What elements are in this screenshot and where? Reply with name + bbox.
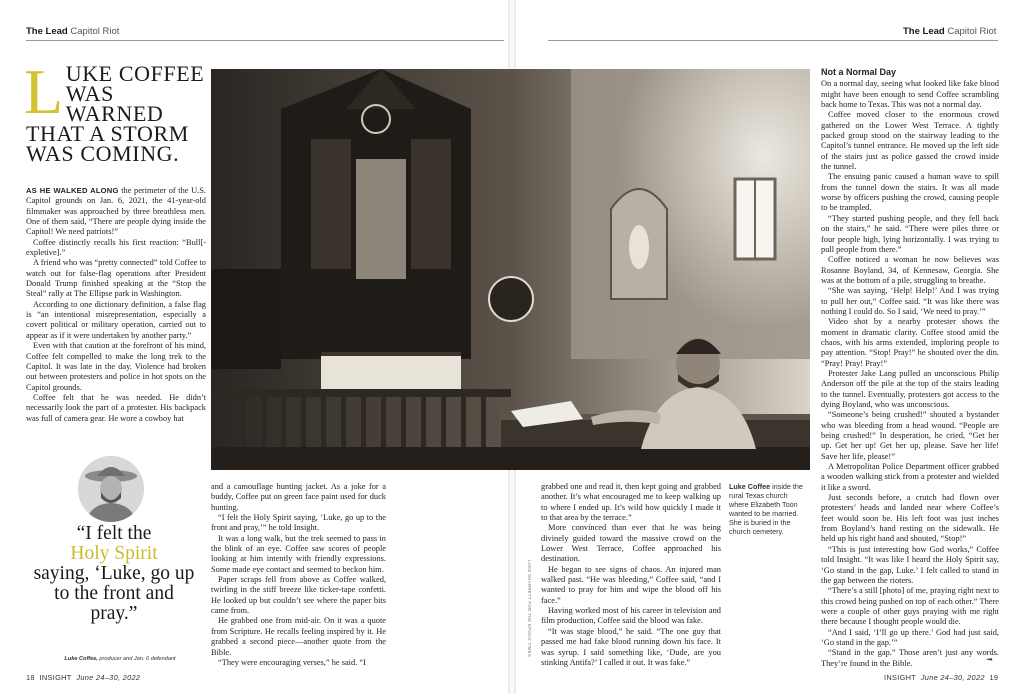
paragraph: “There’s a still [photo] of me, praying right next to this crowd being pushed on top of each other.” There were a couple of other guys praying with me right there because I thought people would die. bbox=[821, 586, 999, 627]
paragraph: Just seconds before, a crutch had flown over protesters’ heads and landed near where Coffee’s feet would soon be. His left foot was just inches from Boyland’s hand resting on the sidewalk. He held up his right hand and shouted, “Stop!” bbox=[821, 493, 999, 544]
article-column-2 bbox=[211, 482, 386, 668]
church-interior-illustration bbox=[211, 69, 810, 470]
page-number: 19 bbox=[989, 673, 999, 682]
folio-left bbox=[26, 673, 140, 682]
paragraph: According to one dictionary definition, a false flag is “an intentional misrepresentation, especially a covert political or military operation, carried out to appear as if it were undertaken by another party.” bbox=[26, 299, 206, 340]
headline-text: UKE COFFEE WAS WARNED THAT A STORM WAS COMING. bbox=[26, 61, 205, 166]
portrait-illustration bbox=[78, 456, 144, 522]
header-rule-left bbox=[26, 40, 504, 41]
attrib-role: producer and Jan. 6 defendant bbox=[97, 656, 176, 662]
issue-date: June 24–30, 2022 bbox=[920, 673, 985, 682]
photo-credit: LUKE SHARRETT FOR THE EPOCH TIMES bbox=[527, 560, 532, 658]
header-section: The Lead bbox=[903, 26, 945, 37]
article-column-3 bbox=[541, 482, 721, 668]
quote-line: saying, ‘Luke, go up to the front and pray.” bbox=[33, 563, 195, 624]
paragraph: More convinced than ever that he was being divinely guided toward the massive crowd on the Lower West Terrace, Coffee approached his destination. bbox=[541, 523, 721, 564]
paragraph: “Stand in the gap.” Those aren’t just any words. They’re found in the Bible. bbox=[821, 648, 999, 668]
quote-highlight: Holy Spirit bbox=[70, 543, 158, 564]
paragraph: “This is just interesting how God works,” Coffee told Insight. “It was like I heard the Holy Spirit say, ‘Go stand in the gap, Luke.’ I felt called to stand in the gap between the rioters. bbox=[821, 544, 999, 585]
pullquote-avatar bbox=[78, 456, 144, 522]
lead-in: AS HE WALKED ALONG bbox=[26, 186, 119, 195]
paragraph: Video shot by a nearby protester shows the moment in dramatic clarity. Coffee stood amid the chaos, with his arms extended, imploring people to pay attention. “Stop! Pray!” he shouted over the din. “Pray! Pray! Pray!” bbox=[821, 317, 999, 368]
paragraph: The ensuing panic caused a human wave to spill from the tunnel down the stairs. It was all made worse by officers pushing the crowd, causing people to be trampled. bbox=[821, 172, 999, 213]
quote-line: “I felt the bbox=[76, 523, 152, 544]
running-header-right bbox=[903, 26, 996, 37]
paragraph: “And I said, ‘I’ll go up there.’ God had just said, ‘Go stand in the gap.’” bbox=[821, 627, 999, 647]
paragraph: On a normal day, seeing what looked like fake blood might have been enough to send Coffee scrambling back home to Texas. This was not a normal day. bbox=[821, 79, 999, 110]
paragraph: He began to see signs of chaos. An injured man walked past. “He was bleeding,” Coffee said, “and I wanted to pray for him and wipe the blood off his face.” bbox=[541, 564, 721, 605]
continued-arrow-icon: ➟ bbox=[986, 655, 993, 664]
paragraph: “I felt the Holy Spirit saying, ‘Luke, go up to the front and pray,’” he told Insight. bbox=[211, 513, 386, 533]
issue-date: June 24–30, 2022 bbox=[76, 673, 141, 682]
pull-quote bbox=[30, 524, 198, 624]
paragraph: “It was stage blood,” he said. “The one guy that passed me had fake blood running down his face. It was syrup. I said something like, ‘Dude, are you stinking Antifa?’ I called it out. It was fake.” bbox=[541, 626, 721, 667]
paragraph: “She was saying, ‘Help! Help!’ And I was trying to pull her out,” Coffee said. “It was like there was nothing I could do. So I said, ‘We need to pray.’” bbox=[821, 286, 999, 316]
article-column-1 bbox=[26, 186, 206, 424]
lead-rest: the perimeter of the U.S. Capitol grounds on Jan. 6, 2021, the 41-year-old filmmaker was approached by three breathless men. One of them said, “There are people dying inside the Capitol! We need patriots!” bbox=[26, 186, 207, 237]
headline bbox=[24, 56, 208, 166]
paragraph: Having worked most of his career in television and film production, Coffee said the blood was fake. bbox=[541, 606, 721, 626]
header-section: The Lead bbox=[26, 26, 68, 37]
magazine-name: INSIGHT bbox=[884, 673, 917, 682]
paragraph: A friend who was “pretty connected” told Coffee to watch out for false-flag operations after President Donald Trump finished speaking at the “Stop the Steal” rally at The Ellipse park in Washington. bbox=[26, 258, 206, 299]
paragraph: Coffee distinctly recalls his first reaction: “Bull[-expletive].” bbox=[26, 237, 206, 258]
paragraph: Coffee felt that he was needed. He didn’t necessarily look the part of a protester. His backpack was full of camera gear. He wore a cowboy hat bbox=[26, 392, 206, 423]
opening-paragraph bbox=[26, 186, 206, 238]
paragraph: Coffee noticed a woman he now believes was Rosanne Boyland, 34, of Kennesaw, Georgia. She was at the bottom of a pile, struggling to breathe. bbox=[821, 255, 999, 285]
attrib-name: Luke Coffee, bbox=[64, 656, 98, 662]
paragraph: Protester Jake Lang pulled an unconscious Philip Anderson off the pile at the top of the stairs leading to the tunnel. Eventually, protesters got access to the dying Boyland, who was unconscious. bbox=[821, 368, 999, 409]
magazine-name: INSIGHT bbox=[39, 673, 72, 682]
header-topic: Capitol Riot bbox=[70, 26, 120, 37]
paragraph: Coffee moved closer to the enormous crowd gathered on the Lower West Terrace. A tightly packed group stood on the stairway leading to the Capitol’s tunnel entrance. He moved up the left side of the stairs just as police gassed the crowd inside the tunnel. bbox=[821, 110, 999, 172]
paragraph: grabbed one and read it, then kept going and grabbed another. It’s what encouraged me to keep walking up to where I ended up. It’s wild how quickly I made it to that area by the terrace.” bbox=[541, 482, 721, 523]
running-header-left bbox=[26, 26, 119, 37]
church-photo bbox=[211, 69, 810, 470]
paragraph: He grabbed one from mid-air. On it was a quote from Scripture. He recalls feeling inspired by it. He grabbed a second piece—another quote from the Bible. bbox=[211, 616, 386, 657]
paragraph: It was a long walk, but the trek seemed to pass in the blink of an eye. Coffee saw scores of people looking at him intently with friendly expressions. Some made eye contact and seemed to beckon him. bbox=[211, 533, 386, 574]
header-topic: Capitol Riot bbox=[947, 26, 997, 37]
section-subhead: Not a Normal Day bbox=[821, 67, 897, 77]
header-rule-right bbox=[548, 40, 998, 41]
folio-right bbox=[884, 673, 998, 682]
pullquote-attribution bbox=[40, 656, 200, 662]
page-number: 18 bbox=[26, 673, 35, 682]
caption-name: Luke Coffee bbox=[729, 482, 771, 491]
article-column-4 bbox=[821, 67, 999, 669]
headline-dropcap: L bbox=[24, 56, 64, 127]
paragraph: “They started pushing people, and they fell back on the stairs,” he said. “There were piles three or four people high, lying horizontally. I was trying to pull people from there.” bbox=[821, 213, 999, 254]
paragraph: “They were encouraging verses,” he said. “I bbox=[218, 657, 366, 667]
photo-caption bbox=[729, 482, 803, 536]
paragraph: Paper scraps fell from above as Coffee walked, twirling in the stiff breeze like ticker-tape confetti. He looked up but couldn’t see where the paper bits came from. bbox=[211, 575, 386, 616]
caption-text: inside the rural Texas church where Elizabeth Toon wanted to be married. She is buried in the church cemetery. bbox=[729, 482, 803, 536]
paragraph: “Someone’s being crushed!” shouted a bystander who was bleeding from a head wound. “People are being crushed!” In desperation, he cried, “Get her up. Get her up! Get her up, please. Save her life! Save her life, please!” bbox=[821, 410, 999, 461]
paragraph: and a camouflage hunting jacket. As a joke for a buddy, Coffee put on green face paint used for duck hunting. bbox=[211, 482, 386, 512]
paragraph: Even with that caution at the forefront of his mind, Coffee felt compelled to make the long trek to the Capitol. It was late in the day. Violence had broken out between protesters and police in hot spots on the Capitol grounds. bbox=[26, 341, 206, 392]
paragraph: A Metropolitan Police Department officer grabbed a wooden walking stick from a protester and wielded it like a sword. bbox=[821, 462, 999, 492]
